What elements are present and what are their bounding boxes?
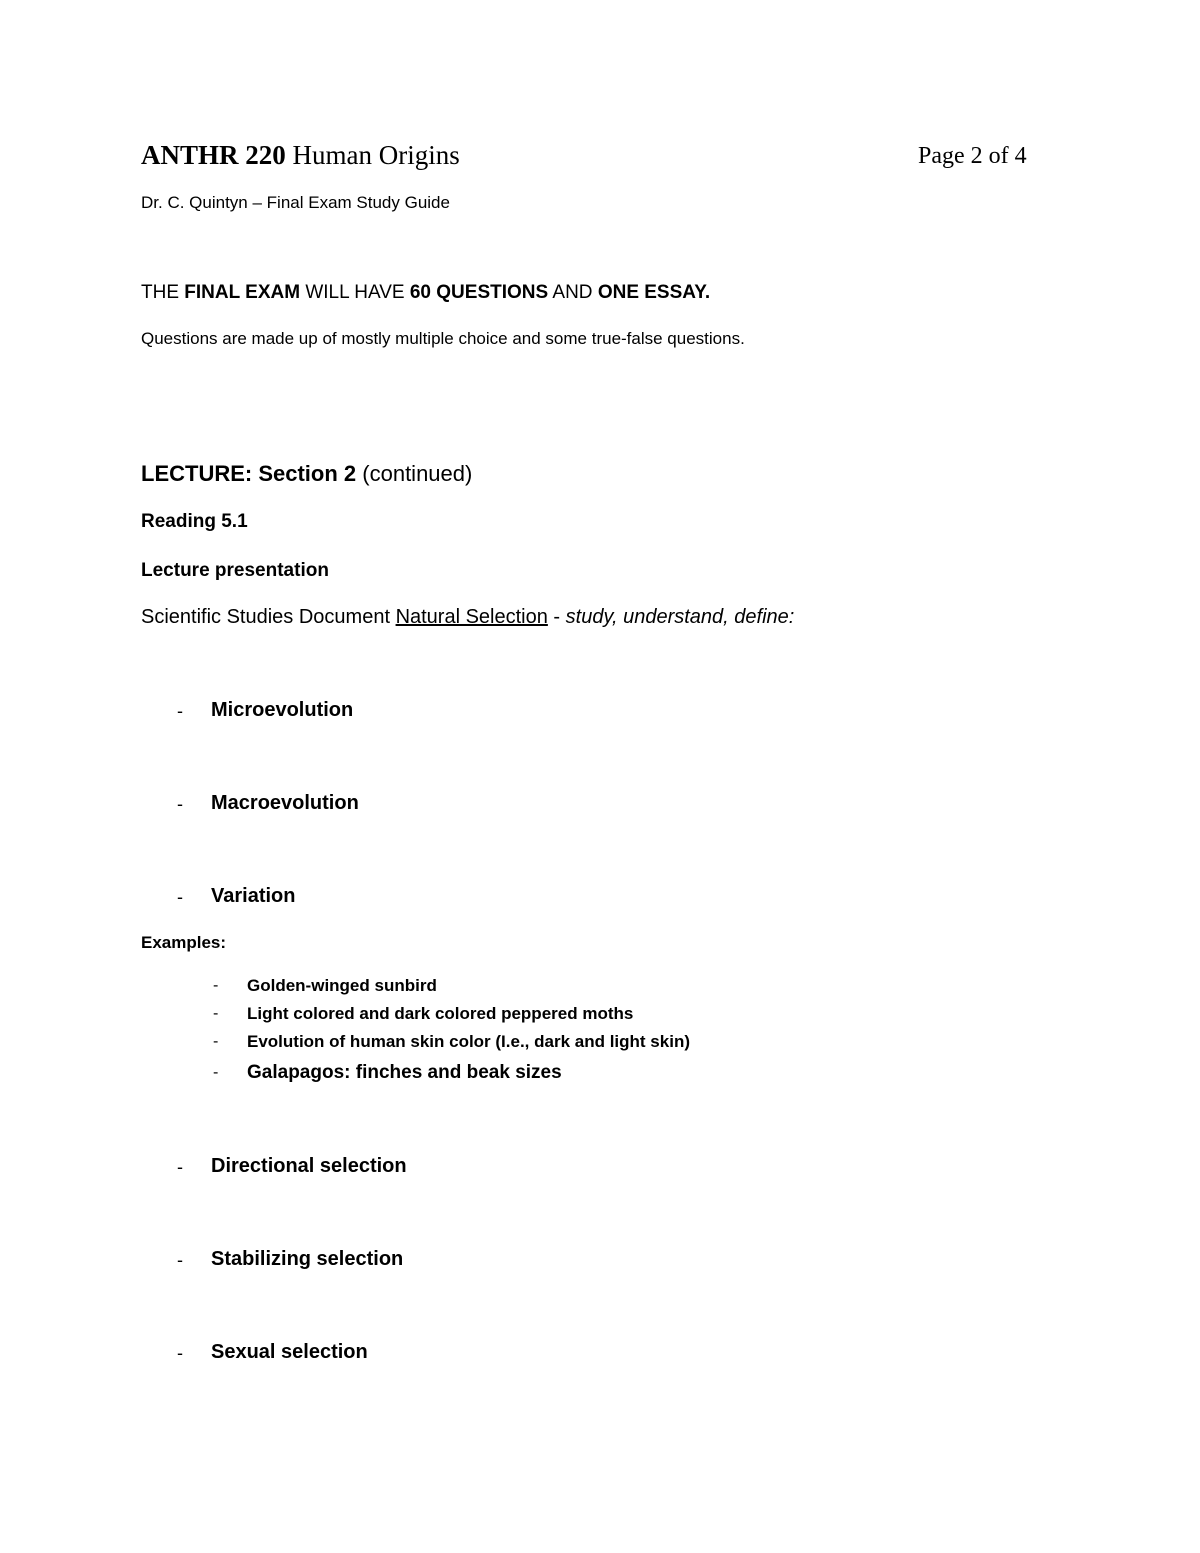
example-item: Light colored and dark colored peppered moths	[247, 1004, 634, 1023]
reading-label: Reading 5.1	[141, 511, 248, 532]
questions-note: Questions are made up of mostly multiple choice and some true-false questions.	[141, 329, 745, 348]
bullet-dash: -	[177, 887, 183, 907]
presentation-label: Lecture presentation	[141, 560, 329, 581]
bullet-dash: -	[177, 1157, 183, 1177]
section-heading: LECTURE: Section 2 (continued)	[141, 461, 473, 486]
natural-selection-topic: Natural Selection	[395, 606, 548, 628]
bullet-dash: -	[177, 701, 183, 721]
document-title	[141, 140, 460, 171]
document-subtitle: Dr. C. Quintyn – Final Exam Study Guide	[141, 193, 450, 212]
bullet-dash: -	[213, 1005, 219, 1022]
bullet-dash: -	[177, 1250, 183, 1270]
page-number: Page 2 of 4	[918, 143, 1027, 169]
exam-notice: THE FINAL EXAM WILL HAVE 60 QUESTIONS AND ONE ESSAY.	[141, 282, 711, 303]
bullet-dash: -	[213, 977, 219, 994]
bullet-dash: -	[213, 1033, 219, 1050]
bullet-dash: -	[177, 1343, 183, 1363]
bullet-dash: -	[177, 794, 183, 814]
term-stabilizing-selection: Stabilizing selection	[211, 1248, 404, 1270]
bullet-dash: -	[213, 1064, 219, 1081]
term-sexual-selection: Sexual selection	[211, 1341, 368, 1363]
example-item: Evolution of human skin color (I.e., dark and light skin)	[247, 1032, 690, 1051]
examples-label: Examples:	[141, 933, 227, 952]
example-item: Galapagos: finches and beak sizes	[247, 1062, 562, 1083]
course-name: Human Origins	[292, 140, 460, 170]
example-item: Golden-winged sunbird	[247, 976, 437, 995]
term-directional-selection: Directional selection	[211, 1155, 407, 1177]
term-variation: Variation	[211, 885, 296, 907]
course-code: ANTHR 220	[141, 140, 286, 170]
term-microevolution: Microevolution	[211, 699, 354, 721]
term-macroevolution: Macroevolution	[211, 792, 359, 814]
studies-line: Scientific Studies Document Natural Selection - study, understand, define:	[141, 606, 795, 628]
